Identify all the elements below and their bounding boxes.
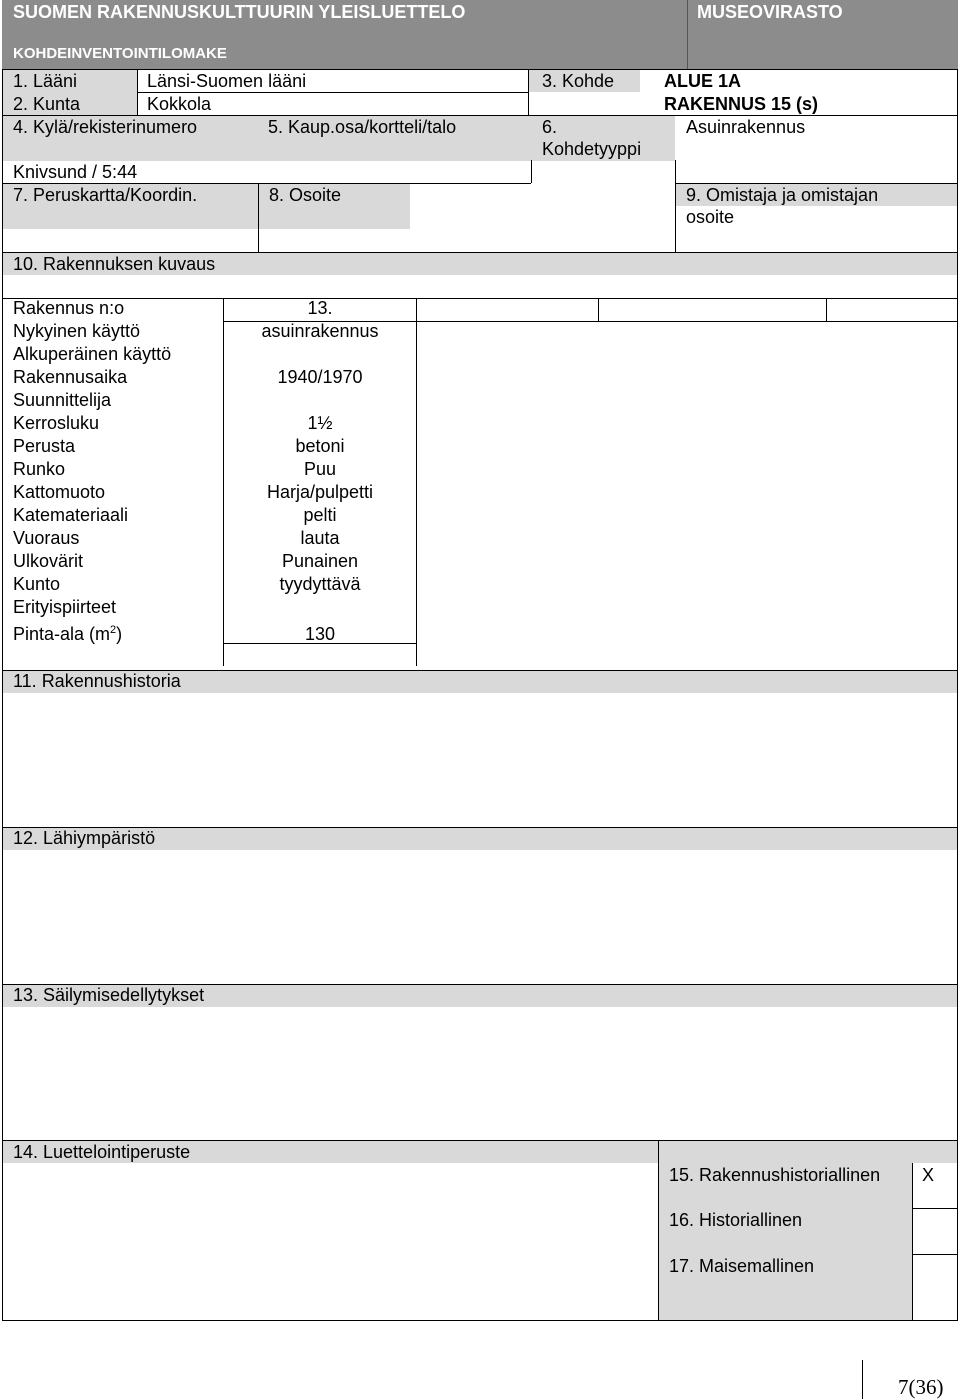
description-row-value: 1940/1970 <box>277 367 363 387</box>
description-row-label: Erityispiirteet <box>13 597 117 617</box>
osoite-label: 8. Osoite <box>269 185 342 205</box>
kohde-value-area: ALUE 1A <box>664 71 742 91</box>
description-row-value: 13. <box>307 298 333 318</box>
description-row-label: Katemateriaali <box>13 505 129 525</box>
description-row-label: Vuoraus <box>13 528 80 548</box>
criteria-building-history-mark: X <box>922 1165 935 1185</box>
criteria-historical: 16. Historiallinen <box>669 1210 803 1230</box>
form-name: KOHDEINVENTOINTILOMAKE <box>13 45 227 62</box>
description-row-value: Harja/pulpetti <box>266 482 374 502</box>
criteria-building-history: 15. Rakennushistoriallinen <box>669 1165 881 1185</box>
kohde-label: 3. Kohde <box>542 71 615 91</box>
criteria-section-label: 14. Luettelointiperuste <box>13 1142 191 1162</box>
kohdetyyppi-label: Kohdetyyppi <box>542 139 642 159</box>
description-row-value: betoni <box>295 436 345 456</box>
agency-name: MUSEOVIRASTO <box>697 2 843 22</box>
laani-value: Länsi-Suomen lääni <box>147 71 307 91</box>
kohdetyyppi-label-number: 6. <box>542 117 558 137</box>
description-row-label: Ulkovärit <box>13 551 84 571</box>
peruskartta-label: 7. Peruskartta/Koordin. <box>13 185 198 205</box>
page-number: 7(36) <box>898 1375 944 1399</box>
kunta-label: 2. Kunta <box>13 94 81 114</box>
history-section-label: 11. Rakennushistoria <box>13 671 181 691</box>
description-row-value: Punainen <box>281 551 359 571</box>
kohde-value-building: RAKENNUS 15 (s) <box>664 94 819 114</box>
description-row-label: Runko <box>13 459 66 479</box>
description-row-label: Kerrosluku <box>13 413 100 433</box>
description-row-value: asuinrakennus <box>261 321 379 341</box>
kyla-value: Knivsund / 5:44 <box>13 162 138 182</box>
surroundings-section-label: 12. Lähiympäristö <box>13 828 156 848</box>
description-row-label: Alkuperäinen käyttö <box>13 344 172 364</box>
description-row-label: Rakennus n:o <box>13 298 125 318</box>
preservation-section-label: 13. Säilymisedellytykset <box>13 985 205 1005</box>
kyla-label: 4. Kylä/rekisterinumero <box>13 117 198 137</box>
registry-title: SUOMEN RAKENNUSKULTTUURIN YLEISLUETTELO <box>13 2 466 22</box>
description-section-label: 10. Rakennuksen kuvaus <box>13 254 216 274</box>
kaup-label: 5. Kaup.osa/kortteli/talo <box>268 117 457 137</box>
description-row-label: Kunto <box>13 574 61 594</box>
omistaja-label: 9. Omistaja ja omistajan <box>686 185 879 205</box>
description-row-value: 1½ <box>307 413 333 433</box>
description-row-value: tyydyttävä <box>279 574 361 594</box>
description-row-label: Nykyinen käyttö <box>13 321 141 341</box>
description-row-label: Rakennusaika <box>13 367 128 387</box>
area-label: Pinta-ala $(m^2)$ <box>13 624 123 644</box>
kunta-value: Kokkola <box>147 94 212 114</box>
description-row-label: Kattomuoto <box>13 482 106 502</box>
criteria-landscape: 17. Maisemallinen <box>669 1256 815 1276</box>
description-row-value: Puu <box>303 459 337 479</box>
description-row-label: Suunnittelija <box>13 390 112 410</box>
description-row-label: Perusta <box>13 436 76 456</box>
omistaja-label-cont: osoite <box>686 207 735 227</box>
description-row-value: lauta <box>300 528 340 548</box>
area-value: 130 <box>304 624 336 644</box>
kohdetyyppi-value: Asuinrakennus <box>686 117 806 137</box>
description-row-value: pelti <box>303 505 337 525</box>
laani-label: 1. Lääni <box>13 71 78 91</box>
